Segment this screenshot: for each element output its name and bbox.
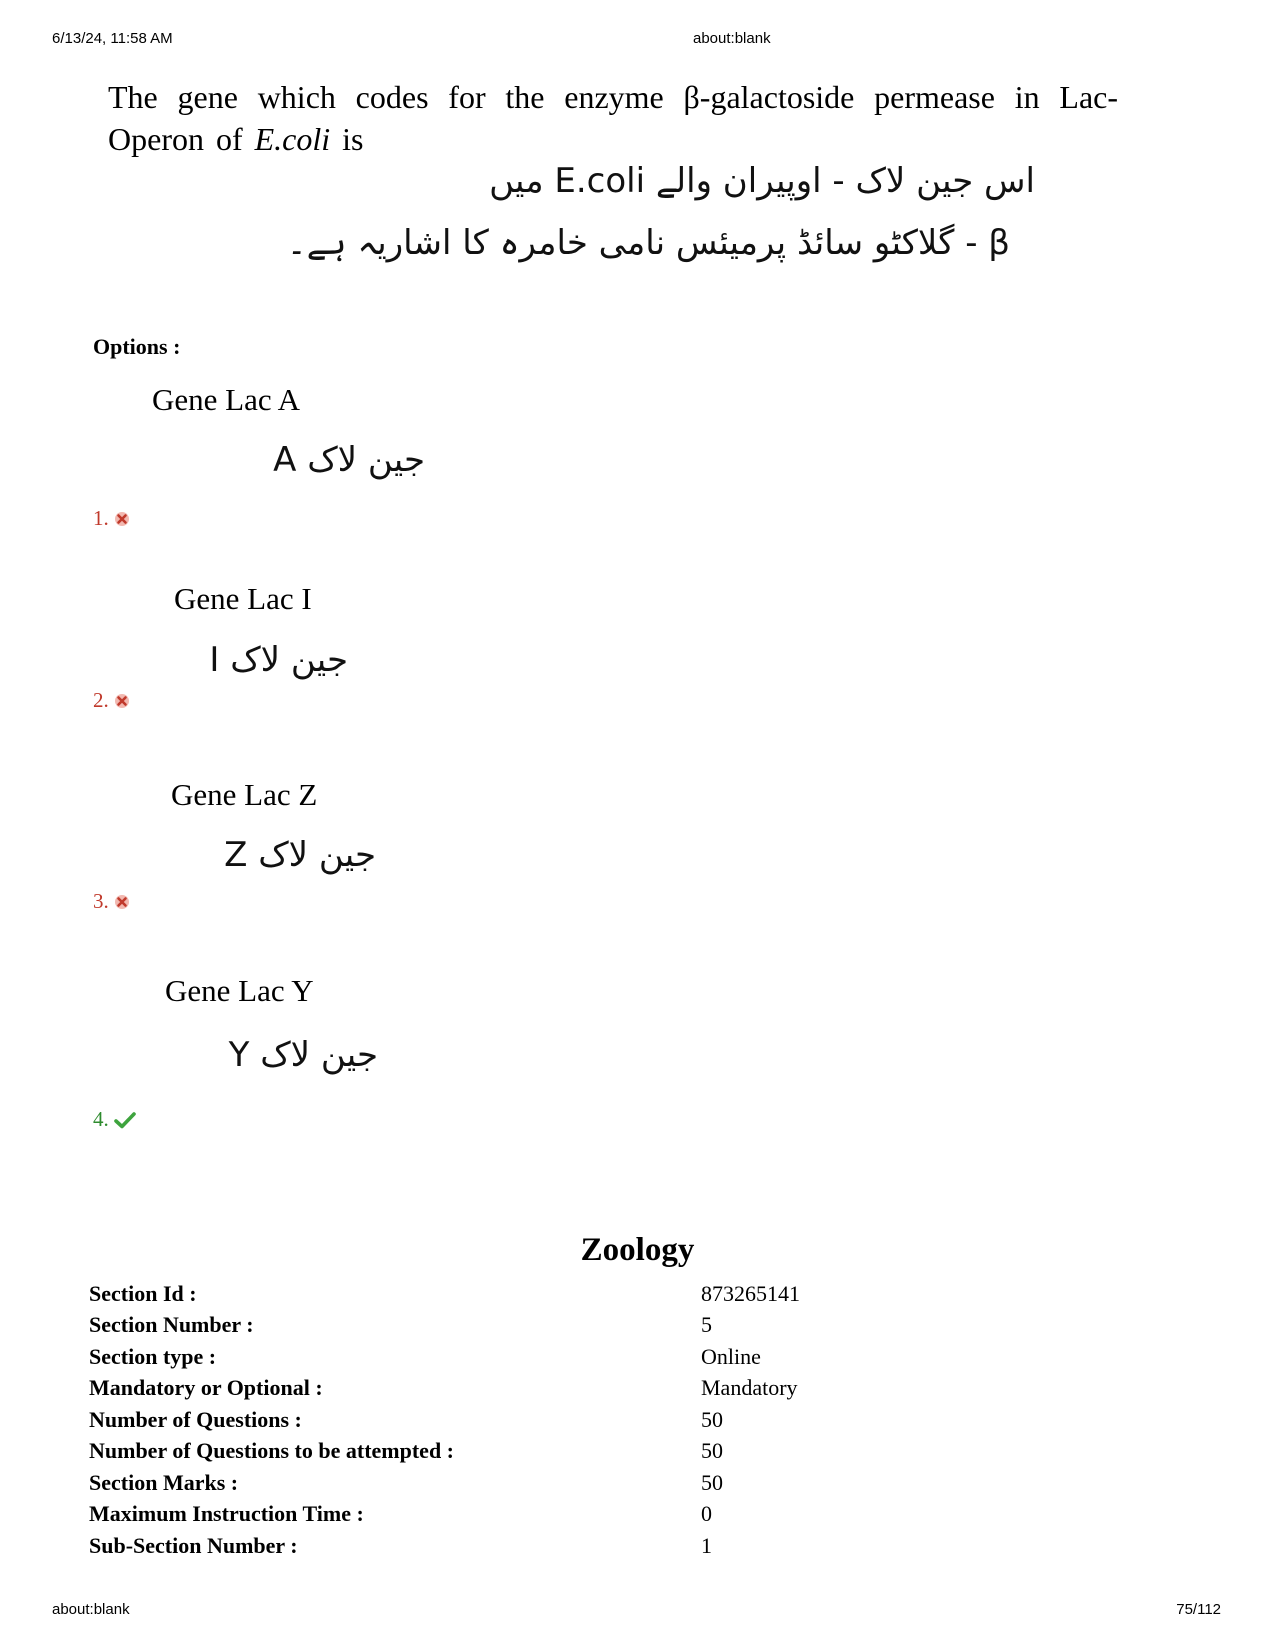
question-organism: E.coli <box>254 121 331 157</box>
cross-icon <box>114 894 130 910</box>
section-id-label: Section Id : <box>89 1280 197 1306</box>
attempt-count-label: Number of Questions to be attempted : <box>89 1438 455 1464</box>
check-icon <box>114 1111 136 1129</box>
mandatory-label: Mandatory or Optional : <box>89 1375 323 1401</box>
table-row <box>89 1404 800 1436</box>
question-text-part2: is <box>330 121 364 157</box>
option-1-urdu: جین لاک A <box>273 440 425 480</box>
option-4-marker <box>93 1107 136 1132</box>
option-1-marker <box>93 506 130 531</box>
cross-icon <box>114 511 130 527</box>
table-row <box>89 1467 800 1499</box>
table-row <box>89 1310 800 1342</box>
option-4-number: 4. <box>93 1107 109 1131</box>
section-id-value: 873265141 <box>701 1280 800 1306</box>
section-marks-value: 50 <box>701 1469 723 1495</box>
page-number: 75/112 <box>1176 1601 1221 1618</box>
option-4-urdu: جین لاک Y <box>228 1035 378 1075</box>
option-1-number: 1. <box>93 506 109 530</box>
print-footer-url: about:blank <box>52 1601 130 1618</box>
table-row <box>89 1278 800 1310</box>
print-datetime: 6/13/24, 11:58 AM <box>52 30 173 47</box>
instruction-time-label: Maximum Instruction Time : <box>89 1501 364 1527</box>
question-urdu-line-2: β - گلاکٹو سائڈ پرمیئس نامی خامرہ کا اشاریہ ہے۔ <box>286 223 1010 263</box>
option-2-english: Gene Lac I <box>174 581 312 616</box>
cross-icon <box>114 693 130 709</box>
option-1-english: Gene Lac A <box>152 382 301 417</box>
table-row <box>89 1436 800 1468</box>
mandatory-value: Mandatory <box>701 1375 798 1401</box>
section-number-label: Section Number : <box>89 1312 254 1338</box>
section-marks-label: Section Marks : <box>89 1469 239 1495</box>
sub-section-value: 1 <box>701 1532 712 1558</box>
print-header-url: about:blank <box>693 30 771 47</box>
option-3-marker <box>93 889 130 914</box>
table-row <box>89 1499 800 1531</box>
options-label: Options : <box>93 334 181 359</box>
section-type-value: Online <box>701 1343 761 1369</box>
section-info-table <box>89 1278 800 1562</box>
question-text-part1: The gene which codes for the enzyme β-galactoside permease in Lac-Operon of <box>108 79 1118 157</box>
table-row <box>89 1373 800 1405</box>
option-3-urdu: جین لاک Z <box>224 835 376 875</box>
option-3-english: Gene Lac Z <box>171 777 318 812</box>
table-row <box>89 1530 800 1562</box>
option-4-english: Gene Lac Y <box>165 973 314 1008</box>
table-row <box>89 1341 800 1373</box>
option-2-number: 2. <box>93 688 109 712</box>
option-2-marker <box>93 688 130 713</box>
sub-section-label: Sub-Section Number : <box>89 1532 298 1558</box>
option-2-urdu: جین لاک I <box>209 640 348 680</box>
question-text <box>108 76 1118 160</box>
question-urdu-line-1: اس جین لاک - اوپیران والے E.coli میں <box>489 161 1035 201</box>
question-count-label: Number of Questions : <box>89 1406 302 1432</box>
section-number-value: 5 <box>701 1312 712 1338</box>
option-3-number: 3. <box>93 889 109 913</box>
attempt-count-value: 50 <box>701 1438 723 1464</box>
section-title: Zoology <box>580 1232 695 1268</box>
instruction-time-value: 0 <box>701 1501 712 1527</box>
section-type-label: Section type : <box>89 1343 217 1369</box>
question-count-value: 50 <box>701 1406 723 1432</box>
